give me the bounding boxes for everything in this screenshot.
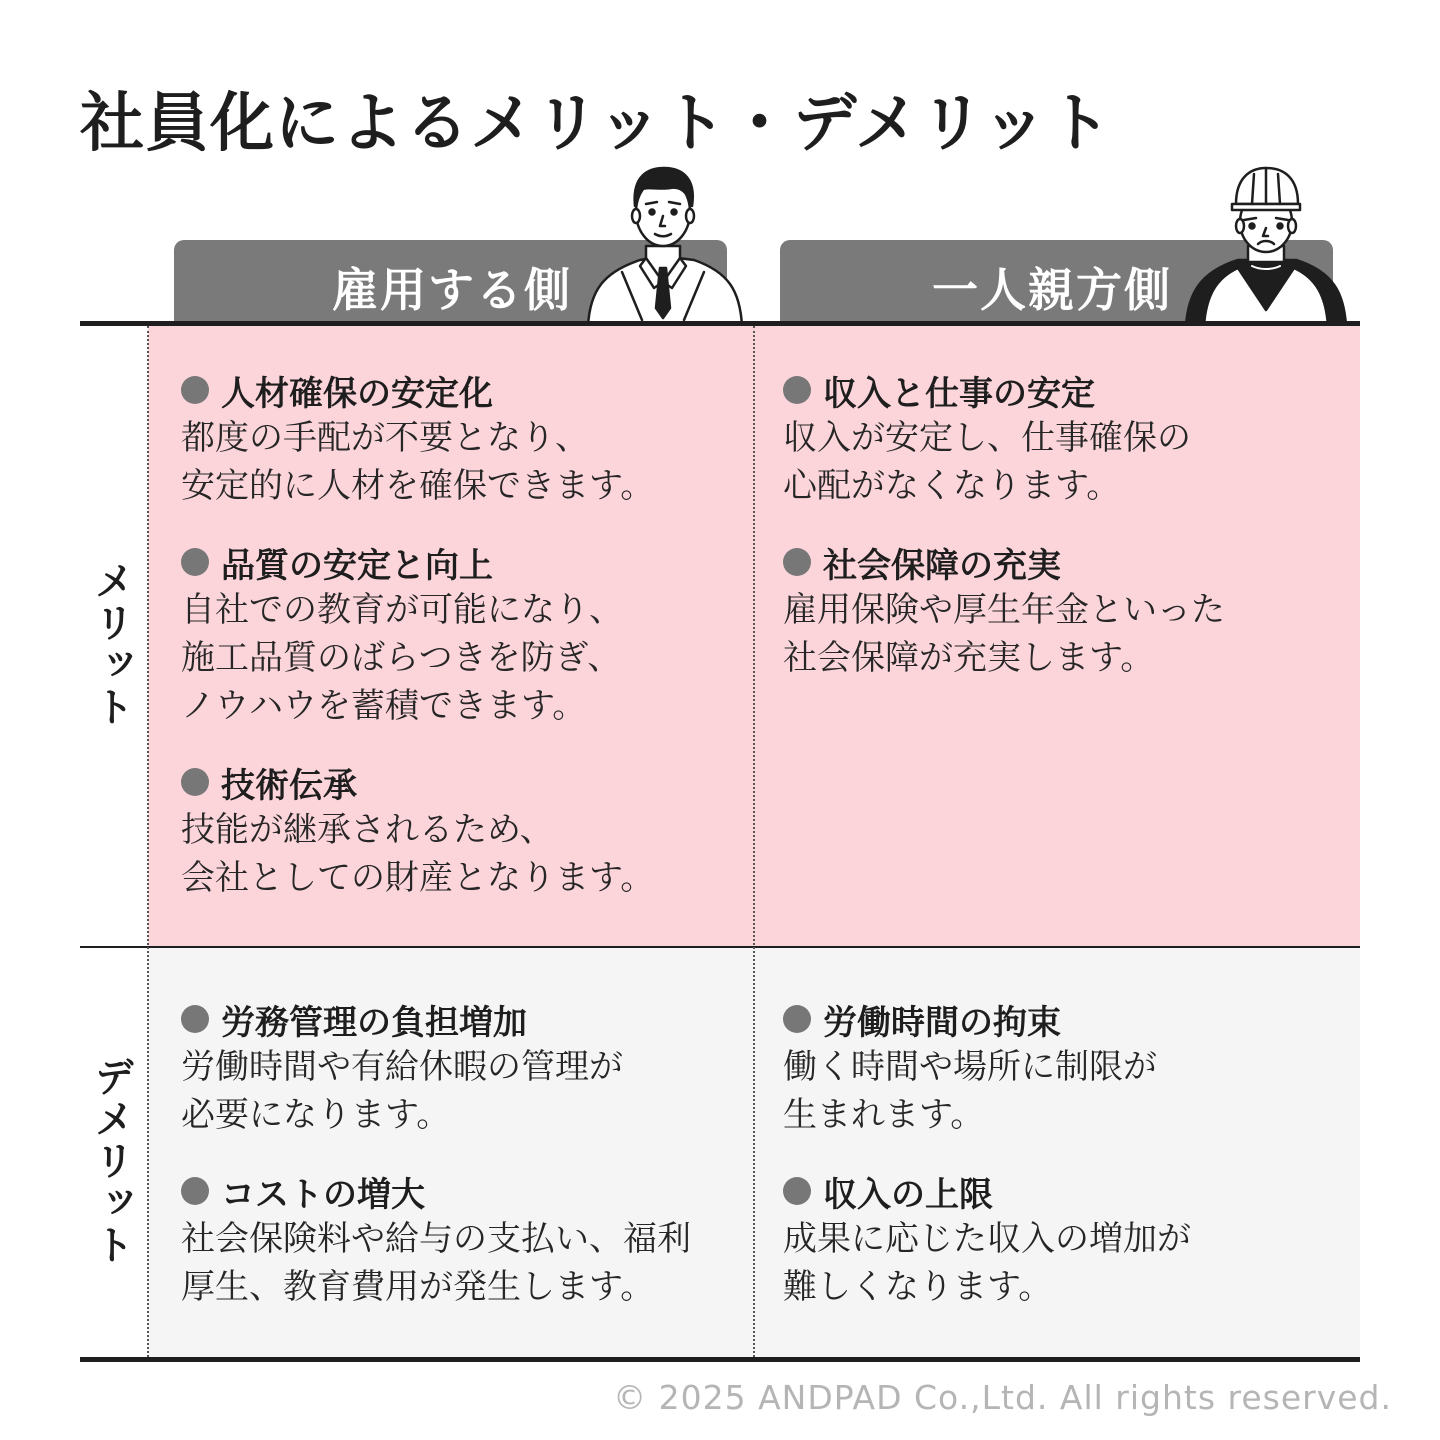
item-text: 雇用保険や厚生年金といった bbox=[783, 590, 1225, 630]
table-bottom-rule bbox=[80, 1357, 1360, 1362]
bullet-icon bbox=[783, 548, 811, 576]
bullet-icon bbox=[181, 1177, 209, 1205]
item-text: 生まれます。 bbox=[783, 1095, 985, 1135]
demerit-item bbox=[181, 1167, 751, 1311]
item-text: 必要になります。 bbox=[181, 1095, 451, 1135]
item-heading: 人材確保の安定化 bbox=[221, 373, 493, 414]
item-text: 安定的に人材を確保できます。 bbox=[181, 466, 655, 506]
item-heading: 労務管理の負担増加 bbox=[221, 1002, 527, 1043]
table-top-rule bbox=[80, 321, 1360, 326]
merit-item bbox=[181, 538, 751, 730]
item-heading: 品質の安定と向上 bbox=[221, 545, 493, 586]
table-middle-rule bbox=[80, 946, 1360, 948]
page-title: 社員化によるメリット・デメリット bbox=[80, 87, 1113, 161]
column-divider bbox=[753, 326, 755, 1357]
column-label-worker: 一人親方側 bbox=[932, 263, 1172, 317]
merit-item bbox=[181, 366, 751, 510]
bullet-icon bbox=[181, 376, 209, 404]
item-text: 社会保障が充実します。 bbox=[783, 638, 1155, 678]
merit-item bbox=[783, 366, 1353, 510]
item-text: 厚生、教育費用が発生します。 bbox=[181, 1267, 655, 1307]
item-text: 技能が継承されるため、 bbox=[181, 810, 554, 850]
item-heading: 社会保障の充実 bbox=[823, 545, 1061, 586]
item-text: 収入が安定し、仕事確保の bbox=[783, 418, 1191, 458]
bullet-icon bbox=[783, 1177, 811, 1205]
item-text: 都度の手配が不要となり、 bbox=[181, 418, 589, 458]
row-label-demerit: デメリット bbox=[88, 1056, 134, 1266]
item-heading: 収入と仕事の安定 bbox=[823, 373, 1095, 414]
cell-demerit-employer bbox=[181, 995, 751, 1339]
bullet-icon bbox=[181, 548, 209, 576]
construction-worker-icon bbox=[1182, 160, 1352, 326]
item-text: 会社としての財産となります。 bbox=[181, 858, 655, 898]
cell-merit-worker bbox=[783, 366, 1353, 710]
bullet-icon bbox=[783, 376, 811, 404]
item-text: ノウハウを蓄積できます。 bbox=[181, 686, 587, 726]
businessman-icon bbox=[582, 160, 752, 326]
item-text: 成果に応じた収入の増加が bbox=[783, 1219, 1191, 1259]
demerit-item bbox=[783, 1167, 1353, 1311]
cell-merit-employer bbox=[181, 366, 751, 930]
demerit-item bbox=[783, 995, 1353, 1139]
item-text: 施工品質のばらつきを防ぎ、 bbox=[181, 638, 622, 678]
cell-demerit-worker bbox=[783, 995, 1353, 1339]
item-text: 働く時間や場所に制限が bbox=[783, 1047, 1157, 1087]
item-text: 社会保険料や給与の支払い、福利 bbox=[181, 1219, 691, 1259]
item-text: 心配がなくなります。 bbox=[783, 466, 1121, 506]
bullet-icon bbox=[783, 1005, 811, 1033]
item-heading: 収入の上限 bbox=[823, 1174, 993, 1215]
demerit-item bbox=[181, 995, 751, 1139]
item-heading: 労働時間の拘束 bbox=[823, 1002, 1061, 1043]
item-text: 労働時間や有給休暇の管理が bbox=[181, 1047, 623, 1087]
copyright-text: © 2025 ANDPAD Co.,Ltd. All rights reserved. bbox=[613, 1378, 1392, 1417]
item-text: 難しくなります。 bbox=[783, 1267, 1053, 1307]
merit-item bbox=[181, 758, 751, 902]
bullet-icon bbox=[181, 768, 209, 796]
item-heading: 技術伝承 bbox=[221, 765, 357, 806]
item-heading: コストの増大 bbox=[221, 1174, 425, 1215]
merit-item bbox=[783, 538, 1353, 682]
item-text: 自社での教育が可能になり、 bbox=[181, 590, 623, 630]
row-label-divider bbox=[147, 326, 149, 1357]
row-label-merit: メリット bbox=[88, 560, 134, 728]
column-label-employer: 雇用する側 bbox=[332, 263, 572, 317]
bullet-icon bbox=[181, 1005, 209, 1033]
